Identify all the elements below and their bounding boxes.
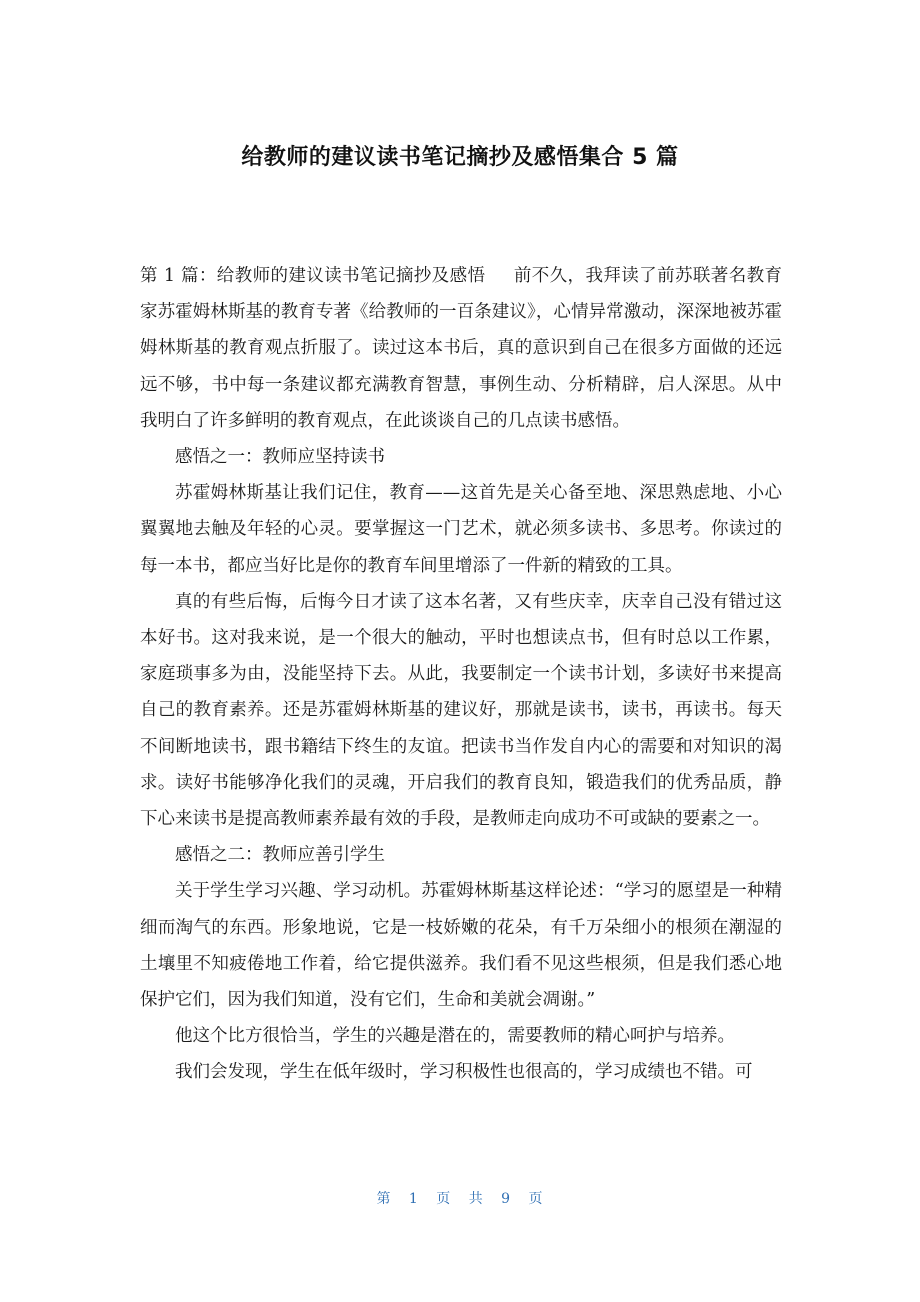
document-body [140,258,782,1091]
section1-paragraph-2: 真的有些后悔，后悔今日才读了这本名著，又有些庆幸，庆幸自己没有错过这本好书。这对我来说，是一个很大的触动，平时也想读点书，但有时总以工作累，家庭琐事多为由，没能坚持下去。从此，我要制定一个读书计划，多读好书来提高自己的教育素养。还是苏霍姆林斯基的建议好，那就是读书，读书，再读书。每天不间断地读书，跟书籍结下终生的友谊。把读书当作发自内心的需要和对知识的渴求。读好书能够净化我们的灵魂，开启我们的教育良知，锻造我们的优秀品质，静下心来读书是提高教师素养最有效的手段，是教师走向成功不可或缺的要素之一。 [140,591,782,830]
footer-page-label: 第 [376,1191,392,1207]
footer-total-unit: 页 [528,1191,544,1207]
intro-heading: 第 1 篇：给教师的建议读书笔记摘抄及感悟 [140,266,486,286]
footer-page-unit: 页 [436,1191,452,1207]
footer-total-pages: 9 [501,1191,512,1207]
footer-total-label: 共 [468,1191,484,1207]
section2-paragraph-2: 他这个比方很恰当，学生的兴趣是潜在的，需要教师的精心呵护与培养。 [175,1026,735,1047]
page-footer [0,1188,920,1208]
footer-page-number: 1 [408,1191,419,1207]
section2-paragraph-1: 关于学生学习兴趣、学习动机。苏霍姆林斯基这样论述：“学习的愿望是一种精细而淘气的东西。形象地说，它是一枝娇嫩的花朵，有千万朵细小的根须在潮湿的土壤里不知疲倦地工作着，给它提供滋养。我们看不见这些根须，但是我们悉心地保护它们，因为我们知道，没有它们，生命和美就会凋谢。” [140,881,782,1011]
section2-heading: 感悟之二：教师应善引学生 [175,845,385,866]
section2-paragraph-3: 我们会发现，学生在低年级时，学习积极性也很高的，学习成绩也不错。可 [175,1062,753,1083]
document-title: 给教师的建议读书笔记摘抄及感悟集合 5 篇 [241,145,679,170]
intro-paragraph [140,258,782,439]
section1-paragraph-1: 苏霍姆林斯基让我们记住，教育——这首先是关心备至地、深思熟虑地、小心翼翼地去触及年轻的心灵。要掌握这一门艺术，就必须多读书、多思考。你读过的每一本书，都应当好比是你的教育车间里增添了一件新的精致的工具。 [140,483,782,576]
intro-text: 前不久，我拜读了前苏联著名教育家苏霍姆林斯基的教育专著《给教师的一百条建议》，心情异常激动，深深地被苏霍姆林斯基的教育观点折服了。读过这本书后，真的意识到自己在很多方面做的还远远不够，书中每一条建议都充满教育智慧，事例生动、分析精辟，启人深思。从中我明白了许多鲜明的教育观点，在此谈谈自己的几点读书感悟。 [140,266,783,431]
section1-heading: 感悟之一：教师应坚持读书 [175,447,385,468]
